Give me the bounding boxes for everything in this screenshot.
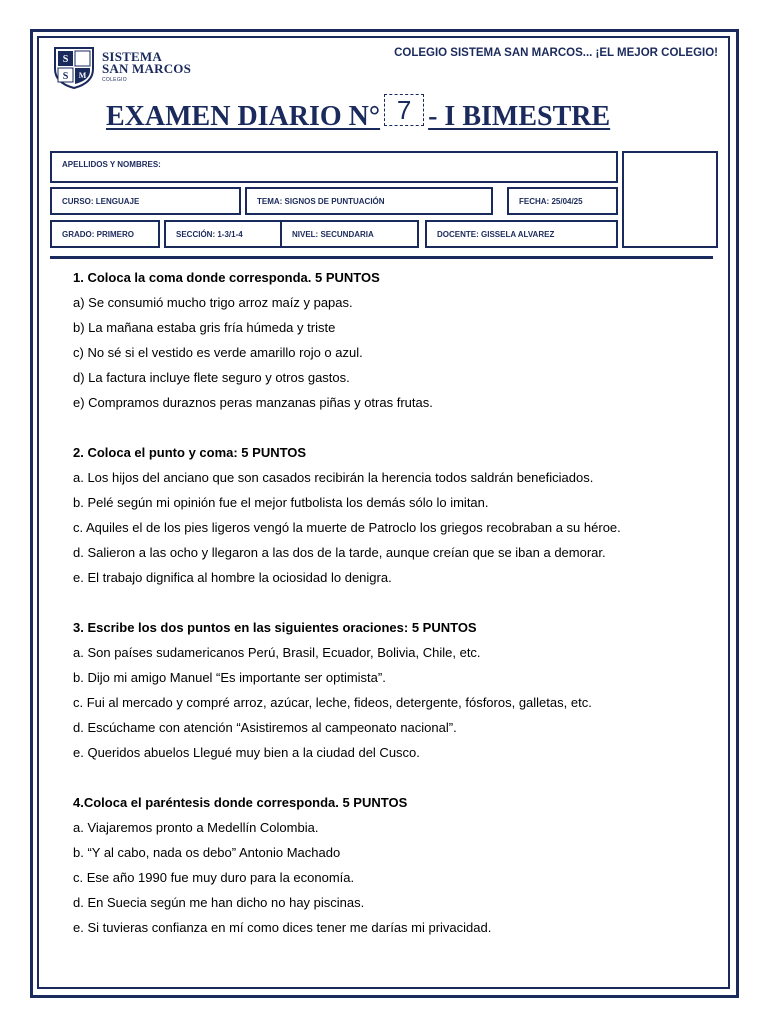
- question-item: e) Compramos duraznos peras manzanas piñas y otras frutas.: [73, 395, 433, 410]
- grade-field: [50, 220, 160, 248]
- exam-title: [106, 94, 610, 133]
- section-field: [164, 220, 282, 248]
- teacher-label: DOCENTE: GISSELA ALVAREZ: [437, 229, 555, 239]
- question-heading: 1. Coloca la coma donde corresponda. 5 PUNTOS: [73, 270, 380, 285]
- question-item: d. Escúchame con atención “Asistiremos al campeonato nacional”.: [73, 720, 457, 735]
- question-section-3: [73, 615, 713, 765]
- exam-number: 7: [384, 94, 424, 126]
- question-item: e. Queridos abuelos Llegué muy bien a la ciudad del Cusco.: [73, 745, 420, 760]
- topic-label: TEMA: SIGNOS DE PUNTUACIÓN: [257, 196, 385, 206]
- school-slogan: COLEGIO SISTEMA SAN MARCOS... ¡EL MEJOR COLEGIO!: [394, 47, 718, 59]
- question-item: d. En Suecia según me han dicho no hay piscinas.: [73, 895, 365, 910]
- question-heading: 3. Escribe los dos puntos en las siguientes oraciones: 5 PUNTOS: [73, 620, 477, 635]
- question-item: a. Los hijos del anciano que son casados recibirán la herencia todos saldrán beneficiados.: [73, 470, 594, 485]
- course-field: [50, 187, 241, 215]
- date-label: FECHA: 25/04/25: [519, 196, 583, 206]
- logo-name-line2: SAN MARCOS: [102, 61, 192, 76]
- section-label: SECCIÓN: 1-3/1-4: [176, 229, 243, 239]
- name-field: [50, 151, 618, 183]
- svg-text:S: S: [62, 54, 69, 65]
- svg-text:M: M: [78, 71, 87, 80]
- question-item: a) Se consumió mucho trigo arroz maíz y papas.: [73, 295, 353, 310]
- title-prefix: EXAMEN DIARIO N°: [106, 101, 381, 132]
- question-item: d. Salieron a las ocho y llegaron a las dos de la tarde, aunque creían que se iban a demorar.: [73, 545, 606, 560]
- level-field: [280, 220, 419, 248]
- question-item: a. Viajaremos pronto a Medellín Colombia.: [73, 820, 319, 835]
- question-item: e. El trabajo dignifica al hombre la ociosidad lo denigra.: [73, 570, 392, 585]
- question-item: b. Pelé según mi opinión fue el mejor futbolista los demás sólo lo imitan.: [73, 495, 489, 510]
- question-item: d) La factura incluye flete seguro y otros gastos.: [73, 370, 350, 385]
- question-item: a. Son países sudamericanos Perú, Brasil, Ecuador, Bolivia, Chile, etc.: [73, 645, 481, 660]
- question-section-2: [73, 440, 713, 590]
- level-label: NIVEL: SECUNDARIA: [292, 229, 374, 239]
- grade-box: [622, 151, 718, 248]
- logo-subtitle: COLEGIO: [102, 77, 127, 83]
- course-label: CURSO: LENGUAJE: [62, 196, 140, 206]
- question-item: c. Fui al mercado y compré arroz, azúcar, leche, fideos, detergente, fósforos, galletas, etc.: [73, 695, 592, 710]
- exam-questions: [73, 265, 713, 965]
- topic-field: [245, 187, 493, 215]
- grade-label: GRADO: PRIMERO: [62, 229, 134, 239]
- question-section-1: [73, 265, 713, 415]
- school-logo: [52, 45, 202, 93]
- question-item: c) No sé si el vestido es verde amarillo rojo o azul.: [73, 345, 363, 360]
- question-heading: 4.Coloca el paréntesis donde corresponda. 5 PUNTOS: [73, 795, 408, 810]
- question-item: b. “Y al cabo, nada os debo” Antonio Machado: [73, 845, 341, 860]
- question-heading: 2. Coloca el punto y coma: 5 PUNTOS: [73, 445, 307, 460]
- question-item: b. Dijo mi amigo Manuel “Es importante ser optimista”.: [73, 670, 386, 685]
- question-item: e. Si tuvieras confianza en mí como dices tener me darías mi privacidad.: [73, 920, 492, 935]
- question-section-4: [73, 790, 713, 940]
- logo-name: [102, 51, 191, 75]
- svg-text:S: S: [62, 71, 69, 82]
- logo-name-line1: SISTEMA: [102, 49, 162, 64]
- question-item: b) La mañana estaba gris fría húmeda y triste: [73, 320, 336, 335]
- name-field-label: APELLIDOS Y NOMBRES:: [62, 160, 161, 169]
- teacher-field: [425, 220, 618, 248]
- question-item: c. Aquiles el de los pies ligeros vengó la muerte de Patroclo los griegos recobraban a su héroe.: [73, 520, 621, 535]
- title-suffix: - I BIMESTRE: [428, 101, 611, 132]
- date-field: [507, 187, 618, 215]
- question-item: c. Ese año 1990 fue muy duro para la economía.: [73, 870, 355, 885]
- shield-logo-icon: [52, 45, 96, 89]
- header-divider: [50, 256, 713, 259]
